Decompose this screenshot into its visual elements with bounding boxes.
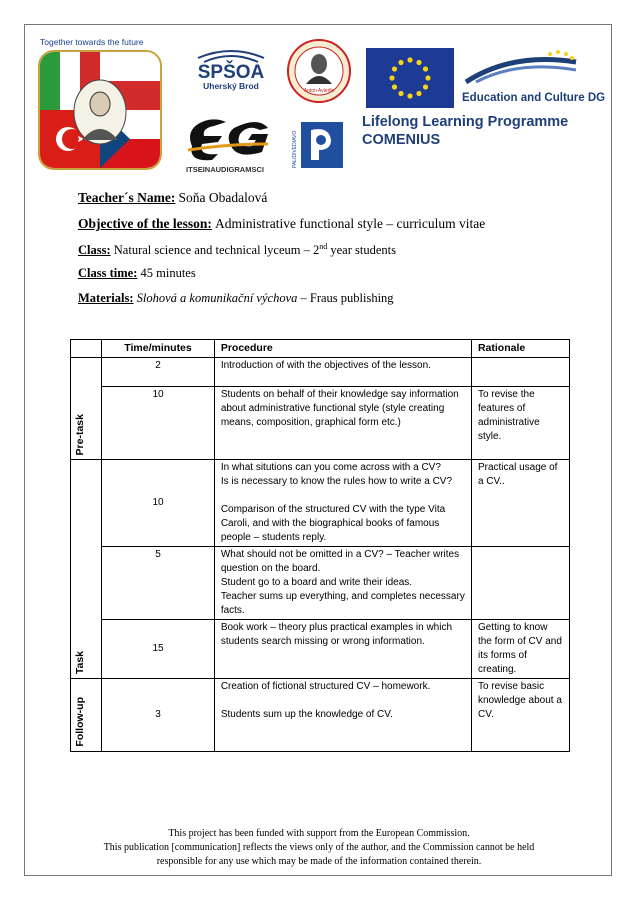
disclaimer-line-1: This project has been funded with support from the European Commission. <box>168 828 470 839</box>
procedure-line: Is is necessary to know the rules how to write a CV? <box>220 476 453 487</box>
combined-flags-logo <box>38 50 162 170</box>
header-procedure: Procedure <box>214 340 471 358</box>
procedure-line: Creation of fictional structured CV – homework. <box>220 681 431 692</box>
teacher-value: Soňa Obadalová <box>178 190 268 205</box>
procedure-line: Students sum up the knowledge of CV. <box>220 709 393 720</box>
class-value-sup: nd <box>319 242 328 251</box>
row-time: 15 <box>102 620 215 679</box>
education-culture-text: Education and Culture DG <box>462 92 606 104</box>
class-label: Class: <box>78 243 111 258</box>
teacher-line <box>78 190 267 206</box>
comenius-title: COMENIUS <box>362 132 441 148</box>
llp-title: Lifelong Learning Programme <box>362 114 569 130</box>
school-seal-logo <box>286 38 352 104</box>
procedure-line: Comparison of the structured CV with the type Vita Caroli, and with the biographical books of famous people – students reply. <box>220 504 446 543</box>
row-rationale: To revise the features of administrative style. <box>471 387 569 460</box>
education-culture-logo <box>462 48 606 110</box>
class-line <box>78 242 396 258</box>
table-row <box>71 547 570 620</box>
row-time: 2 <box>102 358 215 387</box>
funding-disclaimer <box>40 827 598 869</box>
procedure-line: What should not be omitted in a CV? – Teacher writes question on the board. <box>220 549 460 574</box>
spsoa-subtitle: Uherský Brod <box>203 81 259 91</box>
pz-school-logo <box>289 114 345 172</box>
procedure-line: In what situtions can you come across with a CV? <box>220 462 441 473</box>
row-time: 3 <box>102 679 215 752</box>
disclaimer-line-3: responsible for any use which may be made of the information contained therein. <box>156 856 482 867</box>
row-procedure: Book work – theory plus practical examples in which students search missing or wrong information. <box>214 620 471 679</box>
lesson-plan-table <box>70 339 570 752</box>
table-row <box>71 679 570 752</box>
class-value-post: year students <box>330 243 396 258</box>
phase-label-pretask: Pre-task <box>74 413 86 455</box>
class-value: Natural science and technical lyceum – 2 <box>113 243 320 258</box>
phase-label-followup: Follow-up <box>74 697 86 747</box>
table-row <box>71 358 570 387</box>
row-procedure: Students on behalf of their knowledge say information about administrative functional style (style creating means, composition, graphical form etc.) <box>214 387 471 460</box>
row-rationale: Getting to know the form of CV and its forms of creating. <box>471 620 569 679</box>
materials-publisher: – Fraus publishing <box>300 291 394 305</box>
materials-title: Slohová a komunikační výchova <box>136 291 298 305</box>
objective-line <box>78 216 485 232</box>
seal-text: Anton Aylerlle <box>303 88 335 94</box>
pz-caption: PALIDIVEDIAVO <box>292 130 298 168</box>
header-logos <box>0 0 638 180</box>
row-procedure: Introduction of with the objectives of the lesson. <box>214 358 471 387</box>
project-tagline: Together towards the future <box>40 37 144 47</box>
eu-flag-logo <box>366 48 454 108</box>
objective-label: Objective of the lesson: <box>78 216 212 231</box>
eg-school-logo <box>178 114 272 176</box>
phase-task <box>71 460 102 679</box>
materials-line <box>78 291 394 306</box>
disclaimer-line-2: This publication [communication] reflects the views only of the author, and the Commission cannot be held <box>103 842 535 853</box>
materials-label: Materials: <box>78 291 134 305</box>
spsoa-logo <box>190 44 272 92</box>
table-header-row <box>71 340 570 358</box>
class-time-label: Class time: <box>78 266 138 280</box>
row-rationale <box>471 358 569 387</box>
row-procedure <box>214 547 471 620</box>
procedure-line: Teacher sums up everything, and completes necessary facts. <box>220 591 465 616</box>
time-line <box>78 266 196 281</box>
row-rationale <box>471 547 569 620</box>
row-procedure <box>214 679 471 752</box>
class-time-value: 45 minutes <box>140 266 196 280</box>
objective-value: Administrative functional style – curriculum vitae <box>214 216 486 231</box>
header-rationale: Rationale <box>471 340 569 358</box>
row-procedure <box>214 460 471 547</box>
table-row <box>71 620 570 679</box>
phase-followup <box>71 679 102 752</box>
phase-pretask <box>71 358 102 460</box>
table-row <box>71 387 570 460</box>
header-time: Time/minutes <box>102 340 215 358</box>
row-time: 10 <box>102 387 215 460</box>
row-time: 10 <box>102 460 215 547</box>
row-time: 5 <box>102 547 215 620</box>
procedure-line: Student go to a board and write their ideas. <box>220 577 413 588</box>
row-rationale: Practical usage of a CV.. <box>471 460 569 547</box>
llp-comenius-logo <box>362 114 588 160</box>
row-rationale: To revise basic knowledge about a CV. <box>471 679 569 752</box>
eg-caption: ITSEINAUDIGRAMSCI <box>186 165 264 174</box>
spsoa-title: SPŠOA <box>197 62 265 83</box>
phase-label-task: Task <box>74 650 86 674</box>
teacher-label: Teacher´s Name: <box>78 190 176 205</box>
table-row <box>71 460 570 547</box>
